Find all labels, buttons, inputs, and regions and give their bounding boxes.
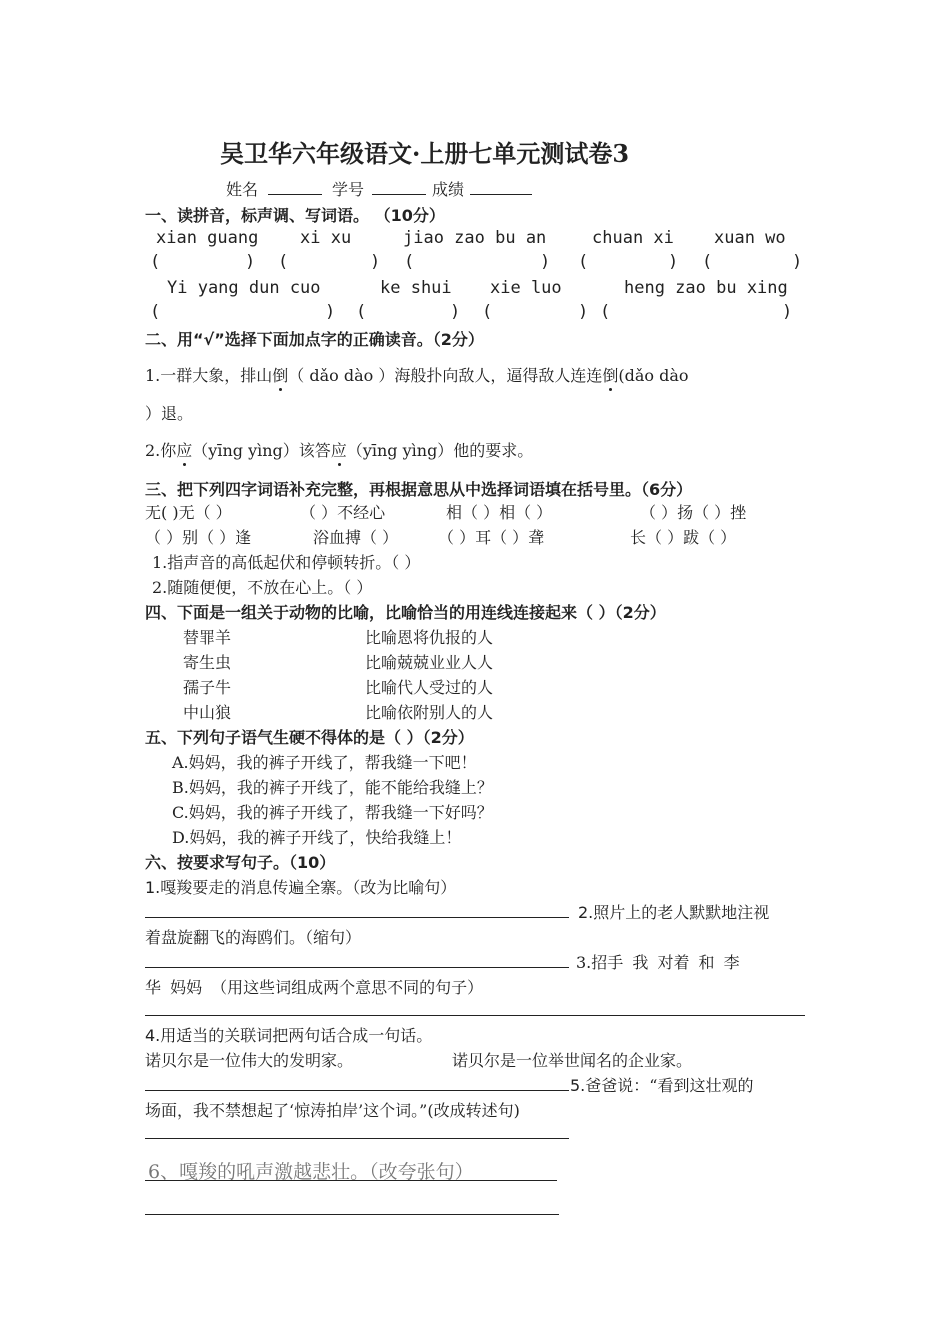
dotted-char: 应 xyxy=(330,441,347,460)
pinyin-item: xuan wo xyxy=(714,228,786,248)
page-title: 吴卫华六年级语文·上册七单元测试卷3 xyxy=(220,139,630,168)
idiom-row-2 xyxy=(0,525,950,549)
section6-q4-s2: 诺贝尔是一位举世闻名的企业家。 xyxy=(452,1051,693,1070)
section6-q6: 6、嘎羧的吼声激越悲壮。（改夸张句） xyxy=(148,1161,474,1183)
section6-q3b: 华 妈妈 （用这些词组成两个意思不同的句子） xyxy=(145,978,484,997)
section2-q1: 1.一群大象，排山倒（ dǎo dào ）海般扑向敌人，逼得敌人连连倒(dǎo dào xyxy=(145,366,689,385)
meaning-item[interactable]: 比喻代人受过的人 xyxy=(365,678,494,697)
paren-close: ) xyxy=(668,252,679,272)
option-c[interactable]: C.妈妈，我的裤子开线了，帮我缝一下好吗？ xyxy=(172,803,493,822)
idiom-row-1 xyxy=(0,500,950,524)
paren-open: ( xyxy=(404,252,415,272)
q6-underline xyxy=(145,1180,557,1181)
name-field[interactable] xyxy=(268,194,322,195)
answer-line-q4[interactable] xyxy=(145,1090,569,1091)
pinyin-item: jiao zao bu an xyxy=(403,228,547,248)
dotted-char: 倒 xyxy=(272,366,289,385)
pinyin-item: heng zao bu xing xyxy=(624,278,788,298)
dotted-char: 倒 xyxy=(602,366,619,385)
section3-q2: 2.随随便便，不放在心上。（ ） xyxy=(152,578,373,597)
section3-q1: 1.指声音的高低起伏和停顿转折。（ ） xyxy=(152,553,421,572)
answer-row-1[interactable] xyxy=(0,252,950,276)
section2-q2: 2.你应（yīng yìng）该答应（yīng yìng）他的要求。 xyxy=(145,441,534,460)
paren-open: ( xyxy=(278,252,289,272)
section1-heading: 一、读拼音，标声调、写词语。 （10分） xyxy=(145,206,445,225)
pinyin-item: chuan xi xyxy=(592,228,674,248)
idiom-blank[interactable]: 浴血搏（ ） xyxy=(313,528,399,547)
meaning-item[interactable]: 比喻依附别人的人 xyxy=(365,703,494,722)
paren-close: ) xyxy=(782,302,793,322)
animal-item[interactable]: 寄生虫 xyxy=(183,653,232,672)
name-label: 姓名 xyxy=(226,180,259,199)
option-a[interactable]: A.妈妈，我的裤子开线了，帮我缝一下吧！ xyxy=(172,753,477,772)
id-label: 学号 xyxy=(332,180,365,199)
option-d[interactable]: D.妈妈，我的裤子开线了，快给我缝上！ xyxy=(172,828,462,847)
section5-heading: 五、下列句子语气生硬不得体的是（ ）（2分） xyxy=(145,728,474,747)
section6-heading: 六、按要求写句子。（10） xyxy=(145,853,336,872)
pinyin-item: xie luo xyxy=(490,278,562,298)
answer-line-q1[interactable] xyxy=(145,917,569,918)
idiom-blank[interactable]: （ ）别（ ）逢 xyxy=(145,528,252,547)
dotted-char: 应 xyxy=(176,441,193,460)
paren-close: ) xyxy=(370,252,381,272)
idiom-blank[interactable]: 相（ ）相（ ） xyxy=(446,503,553,522)
paren-open: ( xyxy=(600,302,611,322)
paren-open: ( xyxy=(150,252,161,272)
paren-close: ) xyxy=(540,252,551,272)
answer-row-2[interactable] xyxy=(0,302,950,326)
paren-open: ( xyxy=(578,252,589,272)
idiom-blank[interactable]: 长（ ）跋（ ） xyxy=(630,528,737,547)
paren-open: ( xyxy=(482,302,493,322)
section3-heading: 三、把下列四字词语补充完整，再根据意思从中选择词语填在括号里。（6分） xyxy=(145,480,693,499)
section6-q4-s1: 诺贝尔是一位伟大的发明家。 xyxy=(145,1051,354,1070)
paren-close: ) xyxy=(792,252,803,272)
paren-open: ( xyxy=(150,302,161,322)
section2-q1-end: ）退。 xyxy=(145,404,194,423)
paren-open: ( xyxy=(356,302,367,322)
section6-q4: 4.用适当的关联词把两句话合成一句话。 xyxy=(145,1026,433,1045)
section6-q5a: 5.爸爸说：“看到这壮观的 xyxy=(570,1076,754,1095)
score-label: 成绩 xyxy=(432,180,465,199)
animal-item[interactable]: 孺子牛 xyxy=(183,678,232,697)
section6-q2b: 着盘旋翻飞的海鸥们。（缩句） xyxy=(145,928,362,947)
option-b[interactable]: B.妈妈，我的裤子开线了，能不能给我缝上？ xyxy=(172,778,493,797)
animal-item[interactable]: 替罪羊 xyxy=(183,628,232,647)
pinyin-item: xi xu xyxy=(300,228,352,248)
answer-line-q6[interactable] xyxy=(145,1214,559,1215)
paren-close: ) xyxy=(325,302,336,322)
idiom-blank[interactable]: 无( )无（ ） xyxy=(145,503,232,522)
section6-q1: 1.嘎羧要走的消息传遍全寨。（改为比喻句） xyxy=(145,878,457,897)
section2-heading: 二、用“√”选择下面加点字的正确读音。（2分） xyxy=(145,330,484,349)
pinyin-item: ke shui xyxy=(380,278,452,298)
section4-heading: 四、下面是一组关于动物的比喻，比喻恰当的用连线连接起来（ ）（2分） xyxy=(145,603,666,622)
idiom-blank[interactable]: （ ）扬（ ）挫 xyxy=(640,503,747,522)
paren-close: ) xyxy=(578,302,589,322)
idiom-blank[interactable]: （ ）不经心 xyxy=(300,503,386,522)
answer-line-q2[interactable] xyxy=(145,967,569,968)
pinyin-row-2 xyxy=(0,278,950,302)
section6-q2a: 2.照片上的老人默默地注视 xyxy=(578,903,770,922)
pinyin-item: Yi yang dun cuo xyxy=(167,278,321,298)
paren-close: ) xyxy=(245,252,256,272)
animal-item[interactable]: 中山狼 xyxy=(183,703,232,722)
pinyin-row-1 xyxy=(0,228,950,252)
section6-q3a: 3.招手 我 对着 和 李 xyxy=(576,953,740,972)
pinyin-item: xian guang xyxy=(156,228,259,248)
section6-q5b: 场面，我不禁想起了‘惊涛拍岸’这个词。”(改成转述句) xyxy=(145,1101,520,1120)
answer-line-q5[interactable] xyxy=(145,1138,569,1139)
idiom-blank[interactable]: （ ）耳（ ）聋 xyxy=(438,528,545,547)
meaning-item[interactable]: 比喻恩将仇报的人 xyxy=(365,628,494,647)
answer-line-q3[interactable] xyxy=(145,1015,805,1016)
paren-close: ) xyxy=(450,302,461,322)
meaning-item[interactable]: 比喻兢兢业业人人 xyxy=(365,653,494,672)
paren-open: ( xyxy=(702,252,713,272)
id-field[interactable] xyxy=(372,194,426,195)
score-field[interactable] xyxy=(470,194,532,195)
